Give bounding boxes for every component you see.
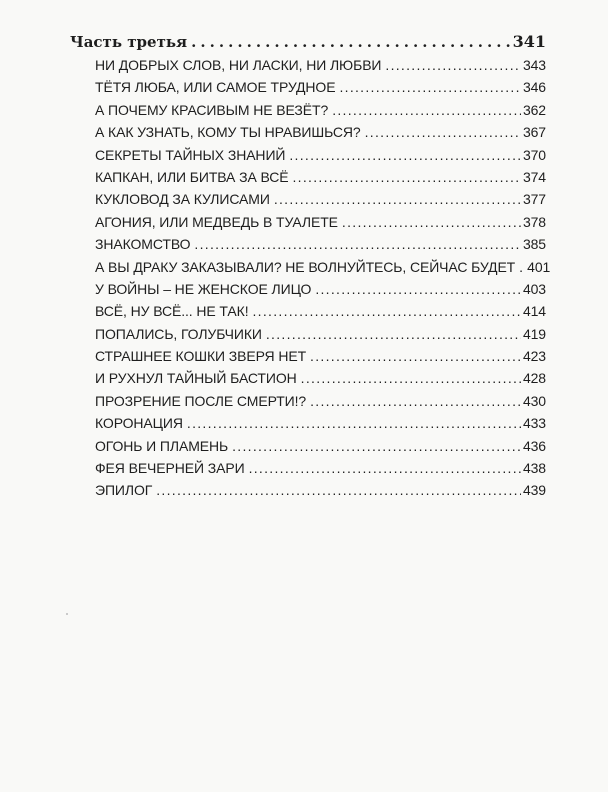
- chapter-page-number: 343: [522, 57, 546, 73]
- chapter-title: КУКЛОВОД ЗА КУЛИСАМИ: [95, 191, 270, 208]
- chapter-page-number: 438: [522, 460, 546, 477]
- chapter-title: ОГОНЬ И ПЛАМЕНЬ: [95, 437, 229, 454]
- chapter-page-number: 377: [522, 191, 546, 208]
- toc-entry: [95, 460, 546, 482]
- chapter-title: КОРОНАЦИЯ: [95, 415, 183, 432]
- toc-entry: [95, 326, 546, 348]
- toc-entry: [95, 102, 546, 124]
- chapter-title: ФЕЯ ВЕЧЕРНЕЙ ЗАРИ: [95, 460, 245, 477]
- chapter-title: ЗНАКОМСТВО: [95, 236, 191, 253]
- toc-entry: [95, 303, 546, 325]
- chapter-title: ПРОЗРЕНИЕ ПОСЛЕ СМЕРТИ!?: [95, 392, 307, 409]
- chapter-page-number: 430: [522, 392, 546, 409]
- chapter-title: И РУХНУЛ ТАЙНЫЙ БАСТИОН: [95, 370, 297, 387]
- chapter-page-number: 367: [522, 124, 546, 141]
- dot-leader: [289, 147, 521, 163]
- chapter-page-number: 385: [522, 236, 546, 253]
- dot-leader: [156, 482, 521, 498]
- toc-entry: [95, 57, 546, 79]
- toc-entry: [95, 258, 551, 281]
- toc-entry: [95, 438, 546, 460]
- chapter-page-number: 414: [522, 303, 546, 320]
- dot-leader: [339, 79, 520, 95]
- dot-leader: [187, 415, 521, 431]
- chapter-page-number: 436: [522, 437, 546, 454]
- toc-entry: [95, 370, 546, 392]
- toc-entry: [95, 482, 546, 504]
- toc-entry: [95, 348, 546, 370]
- chapter-page-number: 346: [522, 79, 546, 96]
- chapter-title: СЕКРЕТЫ ТАЙНЫХ ЗНАНИЙ: [95, 146, 286, 163]
- chapter-title: АГОНИЯ, ИЛИ МЕДВЕДЬ В ТУАЛЕТЕ: [95, 213, 338, 230]
- chapter-page-number: 378: [522, 213, 546, 230]
- toc-entry: [95, 393, 546, 415]
- dot-leader: [194, 236, 521, 252]
- chapter-title: А ВЫ ДРАКУ ЗАКАЗЫВАЛИ? НЕ ВОЛНУЙТЕСЬ, СЕЙЧАС БУДЕТ: [95, 258, 516, 275]
- toc-entry: [95, 124, 546, 146]
- paper-speck: [66, 613, 68, 615]
- toc-entry: [95, 191, 546, 213]
- chapter-title: ТЁТЯ ЛЮБА, ИЛИ САМОЕ ТРУДНОЕ: [95, 79, 336, 96]
- toc-entry: [95, 415, 546, 437]
- toc-entry: [95, 214, 546, 236]
- dot-leader: [274, 191, 521, 207]
- part-page-number: 341: [512, 32, 546, 51]
- chapter-page-number: 370: [522, 146, 546, 163]
- dot-leader: [191, 33, 510, 51]
- dot-leader: [365, 124, 521, 140]
- chapter-list: [95, 57, 551, 505]
- chapter-page-number: 439: [522, 482, 546, 499]
- chapter-page-number: 419: [522, 325, 546, 342]
- toc-entry: [95, 281, 546, 303]
- chapter-title: А ПОЧЕМУ КРАСИВЫМ НЕ ВЕЗЁТ?: [95, 101, 329, 118]
- dot-leader: [519, 259, 525, 275]
- dot-leader: [385, 57, 521, 73]
- chapter-page-number: 362: [522, 101, 546, 118]
- dot-leader: [249, 460, 521, 476]
- chapter-page-number: 428: [522, 370, 546, 387]
- part-title: Часть третья: [70, 33, 188, 51]
- chapter-title: А КАК УЗНАТЬ, КОМУ ТЫ НРАВИШЬСЯ?: [95, 124, 361, 141]
- dot-leader: [332, 102, 521, 118]
- toc-entry: [95, 169, 546, 191]
- chapter-page-number: 403: [522, 280, 546, 297]
- dot-leader: [293, 169, 521, 185]
- table-of-contents: [70, 32, 551, 505]
- chapter-page-number: 423: [522, 348, 546, 365]
- dot-leader: [310, 348, 521, 364]
- dot-leader: [342, 214, 521, 230]
- chapter-title: ВСЁ, НУ ВСЁ... НЕ ТАК!: [95, 303, 249, 320]
- chapter-title: НИ ДОБРЫХ СЛОВ, НИ ЛАСКИ, НИ ЛЮБВИ: [95, 57, 382, 73]
- dot-leader: [301, 370, 521, 386]
- chapter-title: ПОПАЛИСЬ, ГОЛУБЧИКИ: [95, 325, 262, 342]
- chapter-page-number: 401: [527, 258, 551, 275]
- dot-leader: [266, 326, 521, 342]
- toc-entry: [95, 236, 546, 258]
- chapter-title: У ВОЙНЫ – НЕ ЖЕНСКОЕ ЛИЦО: [95, 280, 312, 297]
- chapter-title: КАПКАН, ИЛИ БИТВА ЗА ВСЁ: [95, 168, 289, 185]
- dot-leader: [315, 281, 521, 297]
- dot-leader: [232, 438, 521, 454]
- toc-entry: [95, 147, 546, 169]
- chapter-page-number: 374: [522, 168, 546, 185]
- dot-leader: [253, 303, 521, 319]
- chapter-page-number: 433: [522, 415, 546, 432]
- toc-entry: [95, 79, 546, 101]
- dot-leader: [310, 393, 521, 409]
- chapter-title: ЭПИЛОГ: [95, 482, 153, 499]
- part-heading-row: [70, 32, 546, 56]
- chapter-title: СТРАШНЕЕ КОШКИ ЗВЕРЯ НЕТ: [95, 348, 307, 365]
